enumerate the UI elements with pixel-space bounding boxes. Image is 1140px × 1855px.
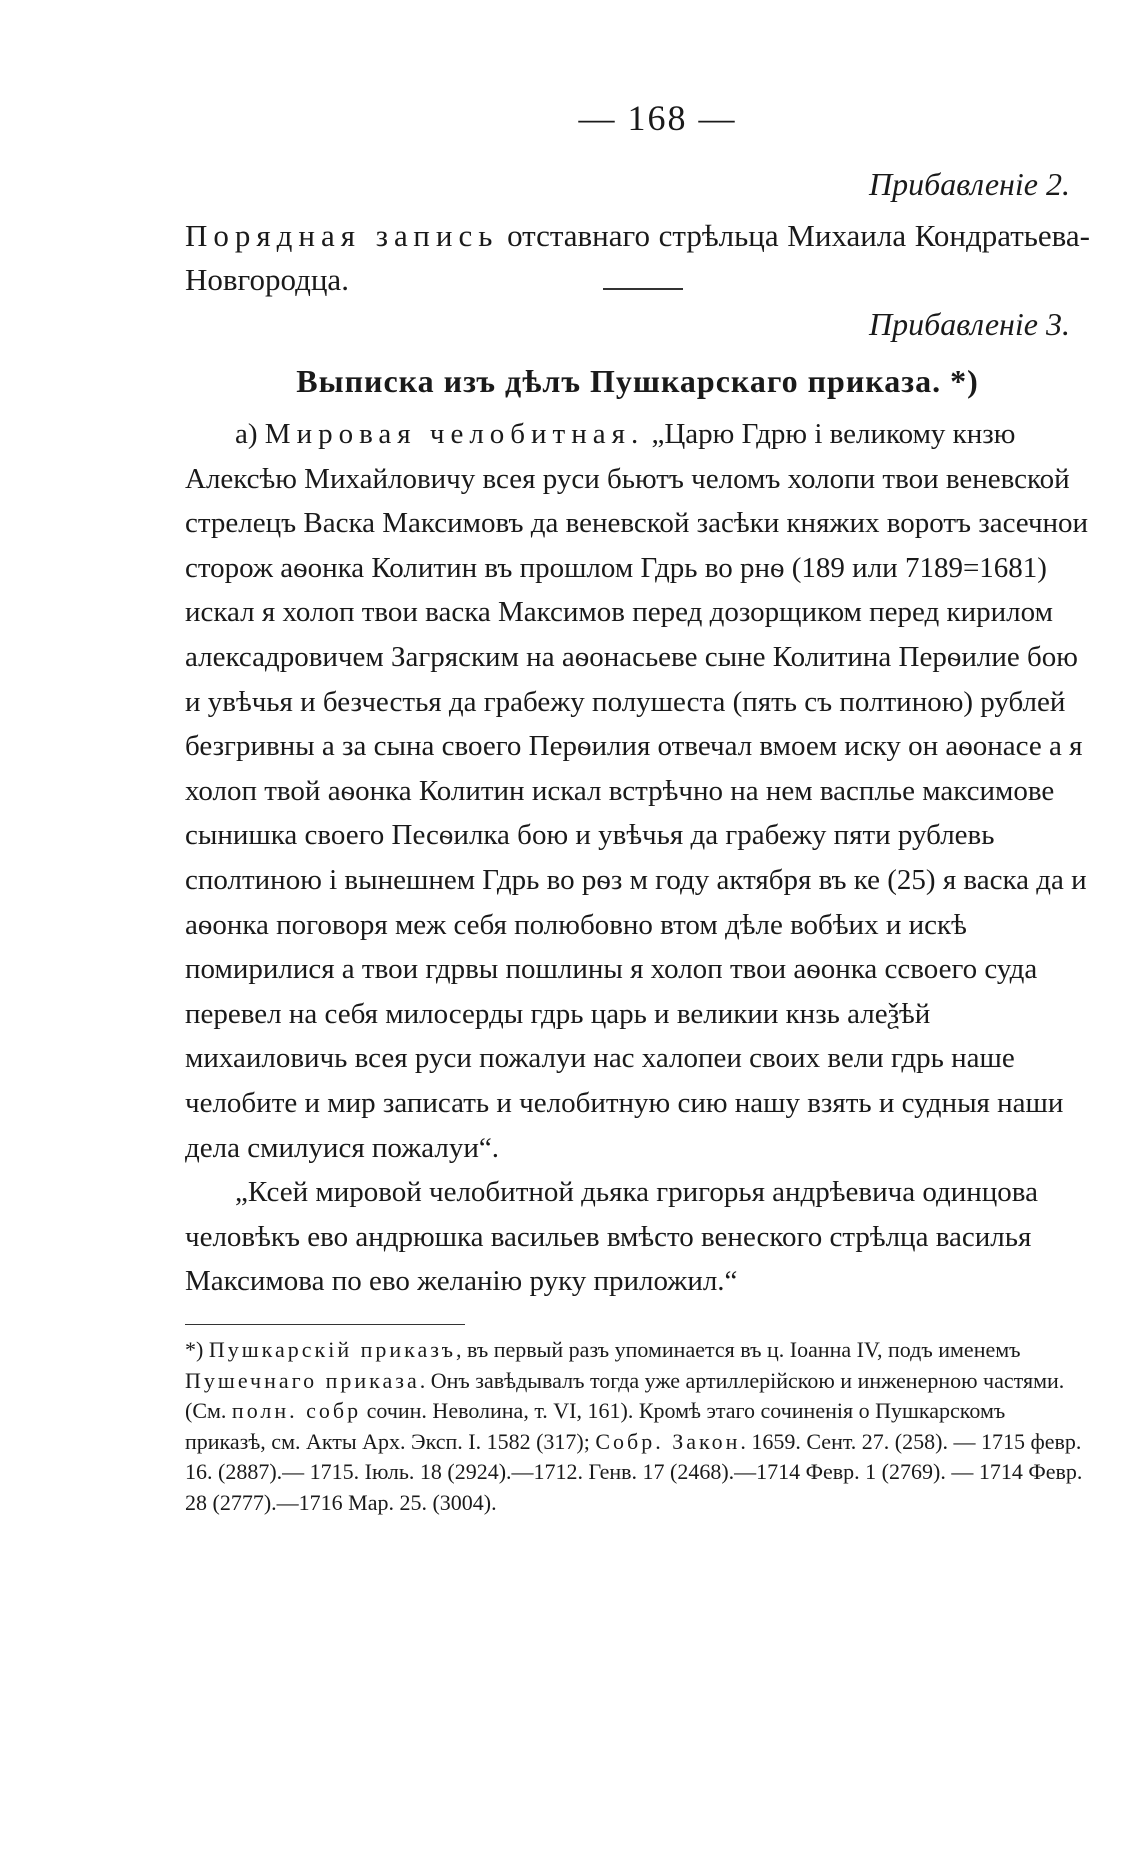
paragraph-petition (185, 412, 1090, 1170)
paragraph-label: а) (235, 418, 265, 450)
footnote-spaced-1: Пушкарскій приказъ (208, 1337, 456, 1363)
petition-text: „Царю Гдрю і великому кнзю Алексѣю Михайловичу всея руси бьютъ челомъ холопи твои веневской стрелецъ Васка Максимовъ да веневской засѣки княжих воротъ засечнои сторож аѳонка Колитин въ прошлом Гдрь во рнѳ (189 или 7189=1681) искал я холоп твои васка Максимов перед дозорщиком перед кирилом алексадровичем Загряским на аѳонасьеве сыне Колитина Перѳилие бою и увѣчья и безчестья да грабежу полушеста (пять съ полтиною) рублей безгривны а за сына своего Перѳилия отвечал вмоем иску он аѳонасе а я холоп твой аѳонка Колитин искал встрѣчно на нем васплье максимове сынишка своего Песѳилка бою и увѣчья да грабежу пяти рублевь сполтиною і вынешнем Гдрь во рѳз м году актября въ ке (25) я васка да и аѳонка поговоря меж себя полюбовно втом дѣле вобѣих и искѣ помирилися а твои гдрвы пошлины я холоп твои аѳонка ссвоего суда перевел на себя милосерды гдрь царь и великии кнзь алеѯѣй михаиловичь всея руси пожалуи нас халопеи своих вели гдрь наше челобите и мир записать и челобитную сию нашу взять и судныя наши дела смилуися пожалуи“. (185, 418, 1089, 1164)
appendix-2-title-rest: отставнаго стрѣльца Михаила Кондратьева-Новгородца. (185, 218, 1090, 297)
footnote-marker: *) (185, 1337, 209, 1363)
page-number: — 168 — (578, 98, 737, 138)
footnote-text-4: . 1659. Сент. 27. (258). — 1715 февр. 16. (2887).— 1715. Іюль. 18 (2924).—1712. Генв. 17 (2468).—1714 Февр. 1 (2769). — 1714 Февр. 28 (2777).—1716 Мар. 25. (3004). (185, 1428, 1083, 1515)
section-separator (603, 288, 683, 290)
appendix-2-label: Прибавленіе 2. (868, 166, 1070, 202)
footnote-text-3: сочин. Неволина, т. VI, 161). Кромѣ этаго сочиненія о Пушкарскомъ приказѣ, см. Акты Арх. Эксп. I. 1582 (317); (185, 1398, 1006, 1454)
document-page (185, 88, 1090, 1518)
appendix-2-title-spaced: Порядная запись (185, 218, 499, 253)
footnote-rule (185, 1324, 465, 1326)
section-heading: Выписка изъ дѣлъ Пушкарскаго приказа. *) (296, 363, 979, 399)
footnote-spaced-4: Собр. Закон (595, 1428, 741, 1454)
footnote-spaced-2: Пушечнаго приказа (185, 1367, 420, 1393)
footnote-text-1: , въ первый разъ упоминается въ ц. Іоанна IV, подъ именемъ (455, 1337, 1021, 1363)
footnote-spaced-3: полн. собр (231, 1398, 362, 1424)
footnote (185, 1335, 1090, 1518)
appendix-3-label: Прибавленіе 3. (868, 306, 1070, 342)
paragraph-signature: „Ксей мировой челобитной дьяка григорья андрѣевича одинцова человѣкъ ево андрюшка васильев вмѣсто венеского стрѣлца василья Максимова по ево желанію руку приложил.“ (185, 1176, 1038, 1298)
petition-title: Мировая челобитная. (264, 418, 645, 450)
footnote-text-2: . Онъ завѣдывалъ тогда уже артиллерійскою и инженерною частями. (См. (185, 1367, 1065, 1424)
body-text (185, 412, 1090, 1304)
